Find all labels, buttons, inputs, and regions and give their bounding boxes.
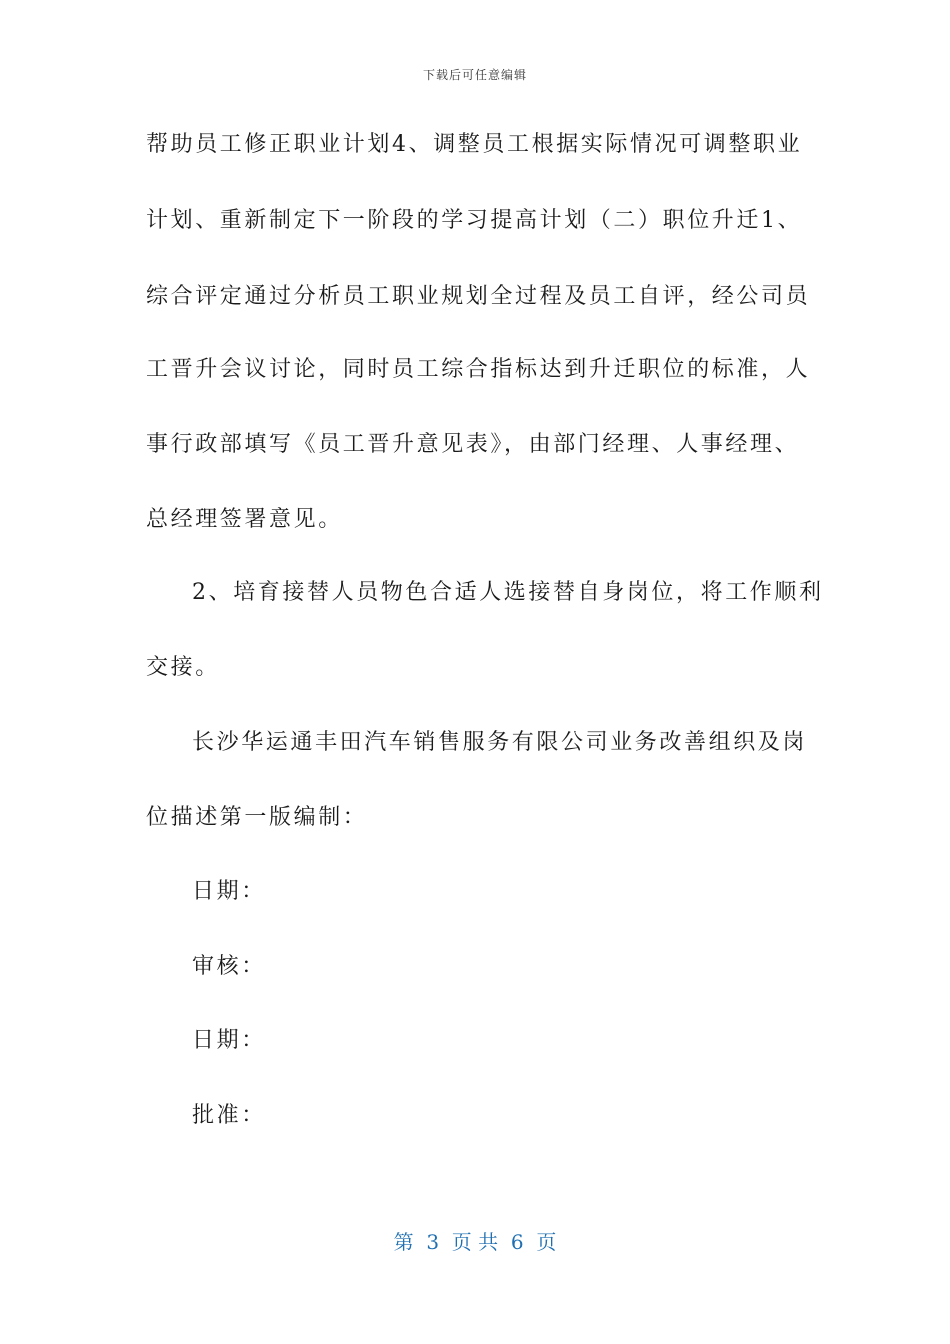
page-number: 第 3 页 共 6 页 [393, 1230, 557, 1254]
body-line-10: 位描述第一版编制： [146, 805, 368, 830]
header-note: 下载后可任意编辑 [422, 68, 527, 82]
body-line-5: 事行政部填写《员工晋升意见表》，由部门经理、人事经理、 [146, 432, 800, 457]
body-line-1: 帮助员工修正职业计划4、调整员工根据实际情况可调整职业 [146, 132, 803, 157]
approve-label: 批准： [192, 1103, 266, 1128]
date-label-2: 日期： [192, 1028, 266, 1053]
body-line-4: 工晋升会议讨论，同时员工综合指标达到升迁职位的标准，人 [146, 357, 811, 382]
body-line-3: 综合评定通过分析员工职业规划全过程及员工自评，经公司员 [146, 284, 811, 309]
body-line-7: 2、培育接替人员物色合适人选接替自身岗位，将工作顺利 [192, 580, 824, 605]
body-line-8: 交接。 [146, 655, 220, 680]
date-label-1: 日期： [192, 879, 266, 904]
body-line-6: 总经理签署意见。 [146, 507, 343, 532]
review-label: 审核： [192, 954, 266, 979]
body-line-9: 长沙华运通丰田汽车销售服务有限公司业务改善组织及岗 [192, 730, 808, 755]
body-line-2: 计划、重新制定下一阶段的学习提高计划（二）职位升迁1、 [146, 208, 803, 233]
